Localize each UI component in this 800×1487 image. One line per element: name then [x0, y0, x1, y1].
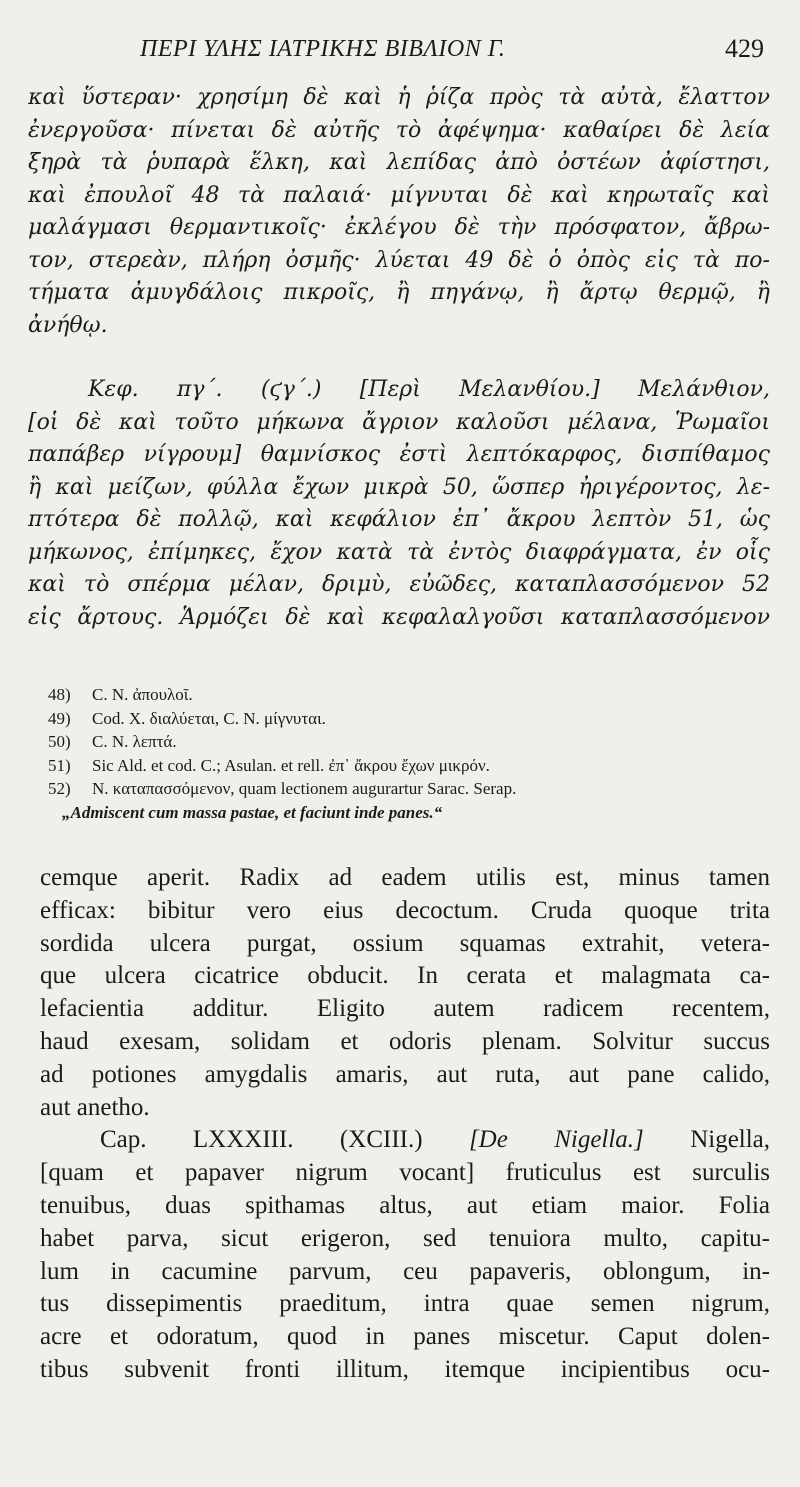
greek-line: καὶ ἐπουλοῖ 48 τὰ παλαιά· μίγνυται δὲ καὶ κηρωταῖς καὶ: [28, 182, 770, 208]
greek-line: μήκωνος, ἐπίμηκες, ἔχον κατὰ τὰ ἐντὸς διαφράγματα, ἐν οἷς: [28, 539, 770, 565]
greek-line: ἢ καὶ μείζων, φύλλα ἔχων μικρὰ 50, ὥσπερ ἠριγέροντος, λε-: [28, 474, 770, 500]
greek-line: ξηρὰ τὰ ῥυπαρὰ ἕλκη, καὶ λεπίδας ἀπὸ ὀστέων ἀφίστησι,: [28, 150, 770, 175]
footnote-text: C. N. λεπτά.: [92, 732, 177, 751]
greek-line: τον, στερεὰν, πλήρη ὀσμῆς· λύεται 49 δὲ ὁ ὀπὸς εἰς τὰ πο-: [28, 247, 770, 273]
latin-line: aut anetho.: [40, 1093, 150, 1121]
latin-line: tus dissepimentis praeditum, intra quae semen nigrum,: [40, 1290, 770, 1318]
footnote: [48, 754, 768, 778]
greek-paragraph: [28, 82, 770, 342]
chapter-number: Cap. LXXXIII. (XCIII.): [100, 1126, 423, 1154]
latin-chapter-heading: [40, 1124, 770, 1157]
footnotes: [48, 683, 768, 824]
footnote: [48, 683, 768, 707]
latin-line: tenuibus, duas spithamas altus, aut etiam maior. Folia: [40, 1191, 770, 1219]
greek-line: πτότερα δὲ πολλῷ, καὶ κεφάλιον ἐπ᾽ ἄκρου λεπτὸν 51, ὡς: [28, 507, 770, 532]
latin-line: sordida ulcera purgat, ossium squamas extrahit, vetera-: [40, 929, 770, 957]
greek-line: ἐνεργοῦσα· πίνεται δὲ αὐτῆς τὸ ἀφέψημα· καθαίρει δὲ λεία: [28, 117, 770, 143]
greek-chapter-heading: Κεφ. πγ΄. (ϛγ΄.) [Περὶ Μελανθίου.] Μελάνθιον,: [88, 377, 770, 402]
footnote-label: 52): [48, 779, 71, 798]
footnote-text: C. N. ἀπουλοῖ.: [92, 685, 193, 704]
greek-line: τήματα ἀμυγδάλοις πικροῖς, ἢ πηγάνῳ, ἢ ἄρτῳ θερμῷ, ἢ: [28, 280, 770, 305]
latin-line: que ulcera cicatrice obducit. In cerata et malagmata ca-: [40, 962, 770, 990]
latin-line: habet parva, sicut erigeron, sed tenuiora multo, capitu-: [40, 1224, 770, 1252]
latin-translation: [40, 862, 770, 1387]
footnote: [48, 777, 768, 801]
greek-line: ἀνήθῳ.: [28, 312, 108, 338]
footnote-text: Sic Ald. et cod. C.; Asulan. et rell. ἐπ᾽ ἄκρου ἔχων μικρόν.: [92, 755, 490, 775]
greek-line: καὶ ὕστεραν· χρησίμη δὲ καὶ ἡ ῥίζα πρὸς τὰ αὐτὰ, ἔλαττον: [28, 85, 770, 110]
footnote: [48, 730, 768, 754]
greek-chapter: [28, 374, 770, 634]
footnote-label: 48): [48, 685, 71, 704]
page-number: 429: [725, 34, 764, 63]
chapter-first-word: Nigella,: [690, 1126, 770, 1154]
latin-line: [quam et papaver nigrum vocant] fruticulus est surculis: [40, 1159, 770, 1187]
greek-line: καὶ τὸ σπέρμα μέλαν, δριμὺ, εὐῶδες, καταπλασσόμενον 52: [28, 572, 770, 597]
greek-line: παπάβερ νίγρουμ] θαμνίσκος ἐστὶ λεπτόκαρφος, δισπίθαμος: [28, 442, 770, 467]
latin-line: cemque aperit. Radix ad eadem utilis est, minus tamen: [40, 864, 770, 891]
latin-line: acre et odoratum, quod in panes miscetur. Caput dolen-: [40, 1323, 770, 1351]
latin-line: tibus subvenit fronti illitum, itemque incipientibus ocu-: [40, 1355, 770, 1383]
chapter-title: [De Nigella.]: [468, 1126, 644, 1154]
footnote-label: 49): [48, 708, 71, 728]
latin-line: efficax: bibitur vero eius decoctum. Cruda quoque trita: [40, 896, 770, 924]
footnote-label: 51): [48, 755, 71, 775]
footnote-text: „Admiscent cum massa pastae, et faciunt inde panes.“: [62, 802, 443, 822]
latin-line: ad potiones amygdalis amaris, aut ruta, aut pane calido,: [40, 1060, 770, 1088]
page-header: [140, 30, 770, 70]
greek-line: [οἱ δὲ καὶ τοῦτο μήκωνα ἄγριον καλοῦσι μέλανα, Ῥωμαῖοι: [28, 409, 770, 435]
latin-line: haud exesam, solidam et odoris plenam. Solvitur succus: [40, 1027, 770, 1055]
footnote-text: Cod. X. διαλύεται, C. N. μίγνυται.: [92, 708, 326, 728]
greek-line: μαλάγμασι θερμαντικοῖς· ἐκλέγου δὲ τὴν πρόσφατον, ἄβρω-: [28, 215, 770, 240]
footnote-text: N. καταπασσόμενον, quam lectionem augurartur Sarac. Serap.: [92, 779, 517, 798]
greek-line: εἰς ἄρτους. Ἁρμόζει δὲ καὶ κεφαλαλγοῦσι καταπλασσόμενον: [28, 604, 770, 630]
footnote-label: 50): [48, 732, 71, 751]
running-title: ΠΕΡΙ ΥΛΗΣ ΙΑΤΡΙΚΗΣ ΒΙΒΛΙΟΝ Γ.: [140, 36, 506, 62]
footnote: [48, 707, 768, 731]
latin-line: lefacientia additur. Eligito autem radicem recentem,: [40, 995, 770, 1023]
footnote-continuation: [48, 801, 768, 825]
latin-line: lum in cacumine parvum, ceu papaveris, oblongum, in-: [40, 1257, 770, 1285]
